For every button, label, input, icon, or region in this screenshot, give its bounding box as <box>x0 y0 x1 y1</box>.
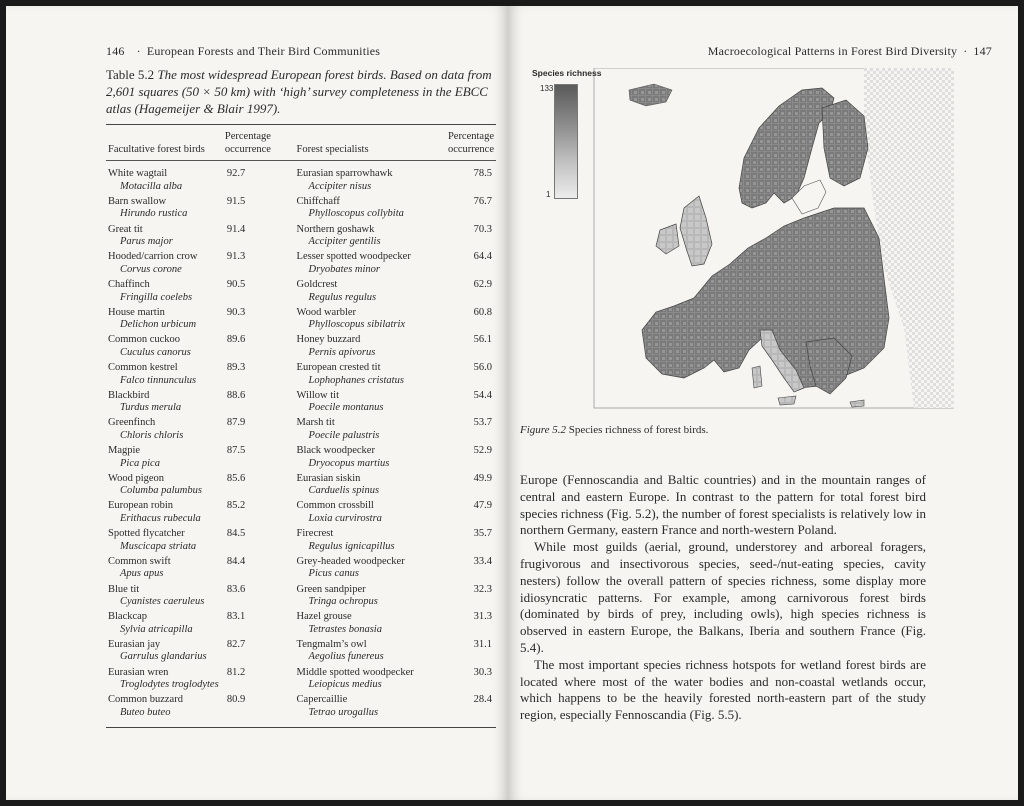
specialist-scientific-name: Lophophanes cristatus <box>308 374 404 386</box>
facultative-common-name: Spotted flycatcher <box>108 528 185 540</box>
book-spread <box>6 6 1018 800</box>
specialist-percentage: 28.4 <box>473 694 492 706</box>
header-pct-2: Percentage occurrence <box>432 125 496 161</box>
specialist-cell <box>295 527 432 555</box>
facultative-cell <box>106 333 223 361</box>
specialist-scientific-name: Poecile palustris <box>308 429 380 441</box>
facultative-percentage: 89.6 <box>226 334 246 346</box>
facultative-common-name: Common buzzard <box>108 694 183 706</box>
specialist-cell <box>295 278 432 306</box>
left-running-head: 146 · European Forests and Their Bird Communities <box>106 44 381 58</box>
specialist-common-name: Green sandpiper <box>296 583 366 595</box>
facultative-scientific-name: Delichon urbicum <box>120 319 197 331</box>
right-page-number: 147 <box>973 44 992 58</box>
facultative-percentage: 90.3 <box>226 306 246 318</box>
table-row <box>106 666 496 694</box>
left-page-number: 146 <box>106 44 125 58</box>
specialist-scientific-name: Leiopicus medius <box>308 679 382 691</box>
figure-label: Figure 5.2 <box>520 424 567 436</box>
specialist-scientific-name: Accipiter nisus <box>308 180 372 192</box>
paragraph-3: The most important species richness hotspots for wetland forest birds are located where most of the water bodies and non-coastal wetlands occur, which happens to be the heavily forested north-eastern part of the study region, especially Fennoscandia (Fig. 5.5). <box>520 656 926 723</box>
facultative-common-name: Blackcap <box>108 611 148 623</box>
facultative-scientific-name: Columba palumbus <box>120 485 202 497</box>
specialist-common-name: Honey buzzard <box>296 334 361 346</box>
facultative-percentage: 83.6 <box>226 583 246 595</box>
facultative-percentage: 84.5 <box>226 528 246 540</box>
table-row <box>106 416 496 444</box>
specialist-scientific-name: Phylloscopus collybita <box>308 208 404 220</box>
specialist-scientific-name: Accipiter gentilis <box>308 236 381 248</box>
specialist-common-name: Black woodpecker <box>296 445 375 457</box>
specialist-percentage: 52.9 <box>473 445 492 457</box>
table-row <box>106 250 496 278</box>
specialist-scientific-name: Loxia curvirostra <box>308 513 382 525</box>
facultative-cell <box>106 583 223 611</box>
specialist-common-name: Goldcrest <box>296 278 338 290</box>
specialist-common-name: Hazel grouse <box>296 611 352 623</box>
legend-title: Species richness <box>532 68 602 78</box>
table-row <box>106 161 496 195</box>
specialist-cell <box>295 223 432 251</box>
specialist-percentage: 54.4 <box>473 389 492 401</box>
facultative-common-name: Blue tit <box>108 583 140 595</box>
header-facultative: Facultative forest birds <box>106 125 223 161</box>
facultative-scientific-name: Parus major <box>120 236 173 248</box>
specialist-common-name: Firecrest <box>296 528 334 540</box>
specialist-common-name: Grey-headed woodpecker <box>296 555 405 567</box>
facultative-common-name: Common cuckoo <box>108 334 181 346</box>
facultative-percentage: 83.1 <box>226 611 246 623</box>
facultative-scientific-name: Cyanistes caeruleus <box>120 596 205 608</box>
header-specialists: Forest specialists <box>295 125 432 161</box>
table-row <box>106 555 496 583</box>
specialist-percentage: 47.9 <box>473 500 492 512</box>
specialist-common-name: Common crossbill <box>296 500 374 512</box>
facultative-percentage: 85.2 <box>226 500 246 512</box>
specialist-cell <box>295 361 432 389</box>
specialist-percentage: 49.9 <box>473 472 492 484</box>
facultative-scientific-name: Sylvia atricapilla <box>120 623 193 635</box>
facultative-common-name: Eurasian jay <box>108 638 161 650</box>
species-richness-map <box>534 68 954 418</box>
facultative-percentage: 89.3 <box>226 362 246 373</box>
specialist-cell <box>295 250 432 278</box>
facultative-common-name: Chaffinch <box>108 278 150 290</box>
facultative-cell <box>106 306 223 334</box>
specialist-common-name: Capercaillie <box>296 694 348 706</box>
specialist-cell <box>295 693 432 728</box>
specialist-cell <box>295 555 432 583</box>
specialist-common-name: Lesser spotted woodpecker <box>296 251 411 263</box>
specialist-common-name: European crested tit <box>296 362 381 373</box>
paragraph-1: Europe (Fennoscandia and Baltic countries) and in the mountain ranges of central and eastern Europe. In contrast to the pattern for total forest bird species richness (Fig. 5.2), the number of forest specialists is relatively low in northern Germany, eastern France and north-western Poland. <box>520 472 926 538</box>
specialist-cell <box>295 161 432 195</box>
facultative-common-name: Blackbird <box>108 389 150 401</box>
facultative-common-name: Great tit <box>108 223 143 235</box>
facultative-scientific-name: Apus apus <box>120 568 164 580</box>
specialist-cell <box>295 333 432 361</box>
figure-caption-text: Species richness of forest birds. <box>568 424 709 436</box>
specialist-percentage: 31.1 <box>473 638 492 650</box>
specialist-cell <box>295 499 432 527</box>
specialist-common-name: Wood warbler <box>296 306 357 318</box>
specialist-percentage: 32.3 <box>473 583 492 595</box>
facultative-cell <box>106 610 223 638</box>
facultative-scientific-name: Pica pica <box>120 457 160 469</box>
facultative-percentage: 88.6 <box>226 389 246 401</box>
facultative-scientific-name: Hirundo rustica <box>120 208 188 220</box>
facultative-percentage: 87.9 <box>226 417 246 429</box>
specialist-percentage: 31.3 <box>473 611 492 623</box>
table-row <box>106 527 496 555</box>
specialist-cell <box>295 389 432 417</box>
specialist-common-name: Eurasian sparrowhawk <box>296 168 393 180</box>
facultative-percentage: 81.2 <box>226 666 246 678</box>
facultative-percentage: 90.5 <box>226 278 246 290</box>
facultative-common-name: Hooded/carrion crow <box>108 251 198 263</box>
specialist-percentage: 33.4 <box>473 555 492 567</box>
specialist-common-name: Northern goshawk <box>296 223 375 235</box>
facultative-scientific-name: Fringilla coelebs <box>120 291 193 303</box>
table-row <box>106 499 496 527</box>
figure-caption <box>520 424 708 436</box>
facultative-cell <box>106 223 223 251</box>
facultative-percentage: 85.6 <box>226 472 246 484</box>
facultative-scientific-name: Turdus merula <box>120 402 182 414</box>
specialist-percentage: 56.0 <box>473 362 492 373</box>
specialist-scientific-name: Aegolius funereus <box>308 651 384 663</box>
facultative-scientific-name: Garrulus glandarius <box>120 651 207 663</box>
facultative-common-name: Common kestrel <box>108 362 178 373</box>
table-row <box>106 361 496 389</box>
specialist-scientific-name: Tringa ochropus <box>308 596 378 608</box>
facultative-common-name: Greenfinch <box>108 417 156 429</box>
specialist-scientific-name: Tetrao urogallus <box>308 706 379 718</box>
bird-table <box>106 124 496 728</box>
facultative-percentage: 84.4 <box>226 555 246 567</box>
facultative-cell <box>106 389 223 417</box>
facultative-percentage: 91.5 <box>226 195 246 207</box>
specialist-cell <box>295 583 432 611</box>
table-body <box>106 161 496 728</box>
facultative-common-name: Common swift <box>108 555 171 567</box>
facultative-common-name: White wagtail <box>108 168 168 180</box>
table-row <box>106 444 496 472</box>
table-row <box>106 638 496 666</box>
facultative-cell <box>106 499 223 527</box>
specialist-scientific-name: Pernis apivorus <box>308 346 376 358</box>
facultative-scientific-name: Muscicapa striata <box>120 540 197 552</box>
specialist-cell <box>295 306 432 334</box>
facultative-scientific-name: Corvus corone <box>120 263 182 275</box>
facultative-common-name: Magpie <box>108 445 141 457</box>
legend-gradient-bar <box>554 84 578 199</box>
specialist-scientific-name: Poecile montanus <box>308 402 384 414</box>
table-caption-text: The most widespread European forest birds. Based on data from 2,601 squares (50 × 50 km) with ‘high’ survey completeness in the EBCC atlas (Hagemeijer & Blair 1997). <box>106 67 492 116</box>
header-pct-1: Percentage occurrence <box>223 125 295 161</box>
facultative-scientific-name: Motacilla alba <box>120 180 183 192</box>
specialist-scientific-name: Phylloscopus sibilatrix <box>308 319 406 331</box>
facultative-cell <box>106 555 223 583</box>
left-running-head-title: European Forests and Their Bird Communities <box>146 44 381 58</box>
facultative-scientific-name: Erithacus rubecula <box>120 513 201 525</box>
facultative-cell <box>106 161 223 195</box>
specialist-common-name: Marsh tit <box>296 417 335 429</box>
specialist-cell <box>295 666 432 694</box>
specialist-scientific-name: Regulus ignicapillus <box>308 540 395 552</box>
facultative-cell <box>106 666 223 694</box>
facultative-scientific-name: Cuculus canorus <box>120 346 191 358</box>
facultative-cell <box>106 361 223 389</box>
specialist-cell <box>295 472 432 500</box>
specialist-scientific-name: Carduelis spinus <box>308 485 380 497</box>
table-caption <box>106 66 494 117</box>
table-row <box>106 583 496 611</box>
legend-max-label: 133 <box>540 84 554 93</box>
specialist-percentage: 60.8 <box>473 306 492 318</box>
facultative-common-name: Eurasian wren <box>108 666 169 678</box>
facultative-cell <box>106 472 223 500</box>
table-row <box>106 333 496 361</box>
specialist-percentage: 56.1 <box>473 334 492 346</box>
specialist-common-name: Eurasian siskin <box>296 472 361 484</box>
facultative-percentage: 82.7 <box>226 638 246 650</box>
facultative-percentage: 91.4 <box>226 223 246 235</box>
table-header-row <box>106 125 496 161</box>
specialist-common-name: Middle spotted woodpecker <box>296 666 414 678</box>
facultative-scientific-name: Buteo buteo <box>120 706 171 718</box>
specialist-percentage: 30.3 <box>473 666 492 678</box>
facultative-cell <box>106 195 223 223</box>
specialist-scientific-name: Dryocopus martius <box>308 457 390 469</box>
table-row <box>106 472 496 500</box>
right-running-head-title: Macroecological Patterns in Forest Bird Diversity <box>707 44 958 58</box>
facultative-cell <box>106 416 223 444</box>
table-row <box>106 195 496 223</box>
specialist-percentage: 76.7 <box>473 195 492 207</box>
specialist-percentage: 62.9 <box>473 278 492 290</box>
facultative-scientific-name: Troglodytes troglodytes <box>120 679 219 691</box>
facultative-percentage: 92.7 <box>226 168 246 180</box>
table-label: Table 5.2 <box>106 67 155 82</box>
facultative-cell <box>106 278 223 306</box>
facultative-cell <box>106 527 223 555</box>
facultative-common-name: European robin <box>108 500 174 512</box>
facultative-common-name: Wood pigeon <box>108 472 165 484</box>
specialist-cell <box>295 444 432 472</box>
specialist-scientific-name: Tetrastes bonasia <box>308 623 382 635</box>
table-row <box>106 693 496 728</box>
specialist-scientific-name: Regulus regulus <box>308 291 377 303</box>
body-text <box>520 472 926 724</box>
facultative-cell <box>106 693 223 728</box>
facultative-scientific-name: Falco tinnunculus <box>120 374 197 386</box>
paragraph-2: While most guilds (aerial, ground, understorey and arboreal foragers, frugivorous and insectivorous species, seed-/nut-eating species, cavity nesters) follow the overall pattern of species richness, some display more idiosyncratic patterns. For example, among carnivorous forest birds (dominated by birds of prey, including owls), high species richness is observed in eastern Europe, the Balkans, Iberia and southern France (Fig. 5.4). <box>520 539 926 655</box>
specialist-common-name: Willow tit <box>296 389 339 401</box>
facultative-common-name: Barn swallow <box>108 195 167 207</box>
table-row <box>106 306 496 334</box>
right-page <box>508 6 1018 800</box>
facultative-percentage: 91.3 <box>226 251 246 263</box>
facultative-scientific-name: Chloris chloris <box>120 429 184 441</box>
specialist-scientific-name: Dryobates minor <box>308 263 380 275</box>
specialist-percentage: 78.5 <box>473 168 492 180</box>
specialist-percentage: 53.7 <box>473 417 492 429</box>
facultative-cell <box>106 638 223 666</box>
facultative-percentage: 80.9 <box>226 694 246 706</box>
table-row <box>106 223 496 251</box>
left-page <box>6 6 508 800</box>
europe-map-graphic <box>534 68 954 418</box>
specialist-scientific-name: Picus canus <box>308 568 359 580</box>
specialist-percentage: 64.4 <box>473 251 492 263</box>
specialist-common-name: Tengmalm’s owl <box>296 638 367 650</box>
facultative-cell <box>106 444 223 472</box>
right-running-head: Macroecological Patterns in Forest Bird Diversity · 147 <box>707 44 992 58</box>
specialist-cell <box>295 610 432 638</box>
facultative-cell <box>106 250 223 278</box>
table-row <box>106 278 496 306</box>
legend-min-label: 1 <box>546 190 551 199</box>
specialist-cell <box>295 416 432 444</box>
specialist-percentage: 70.3 <box>473 223 492 235</box>
facultative-common-name: House martin <box>108 306 165 318</box>
specialist-percentage: 35.7 <box>473 528 492 540</box>
table-row <box>106 610 496 638</box>
specialist-cell <box>295 638 432 666</box>
specialist-common-name: Chiffchaff <box>296 195 340 207</box>
table-row <box>106 389 496 417</box>
specialist-cell <box>295 195 432 223</box>
facultative-percentage: 87.5 <box>226 445 246 457</box>
